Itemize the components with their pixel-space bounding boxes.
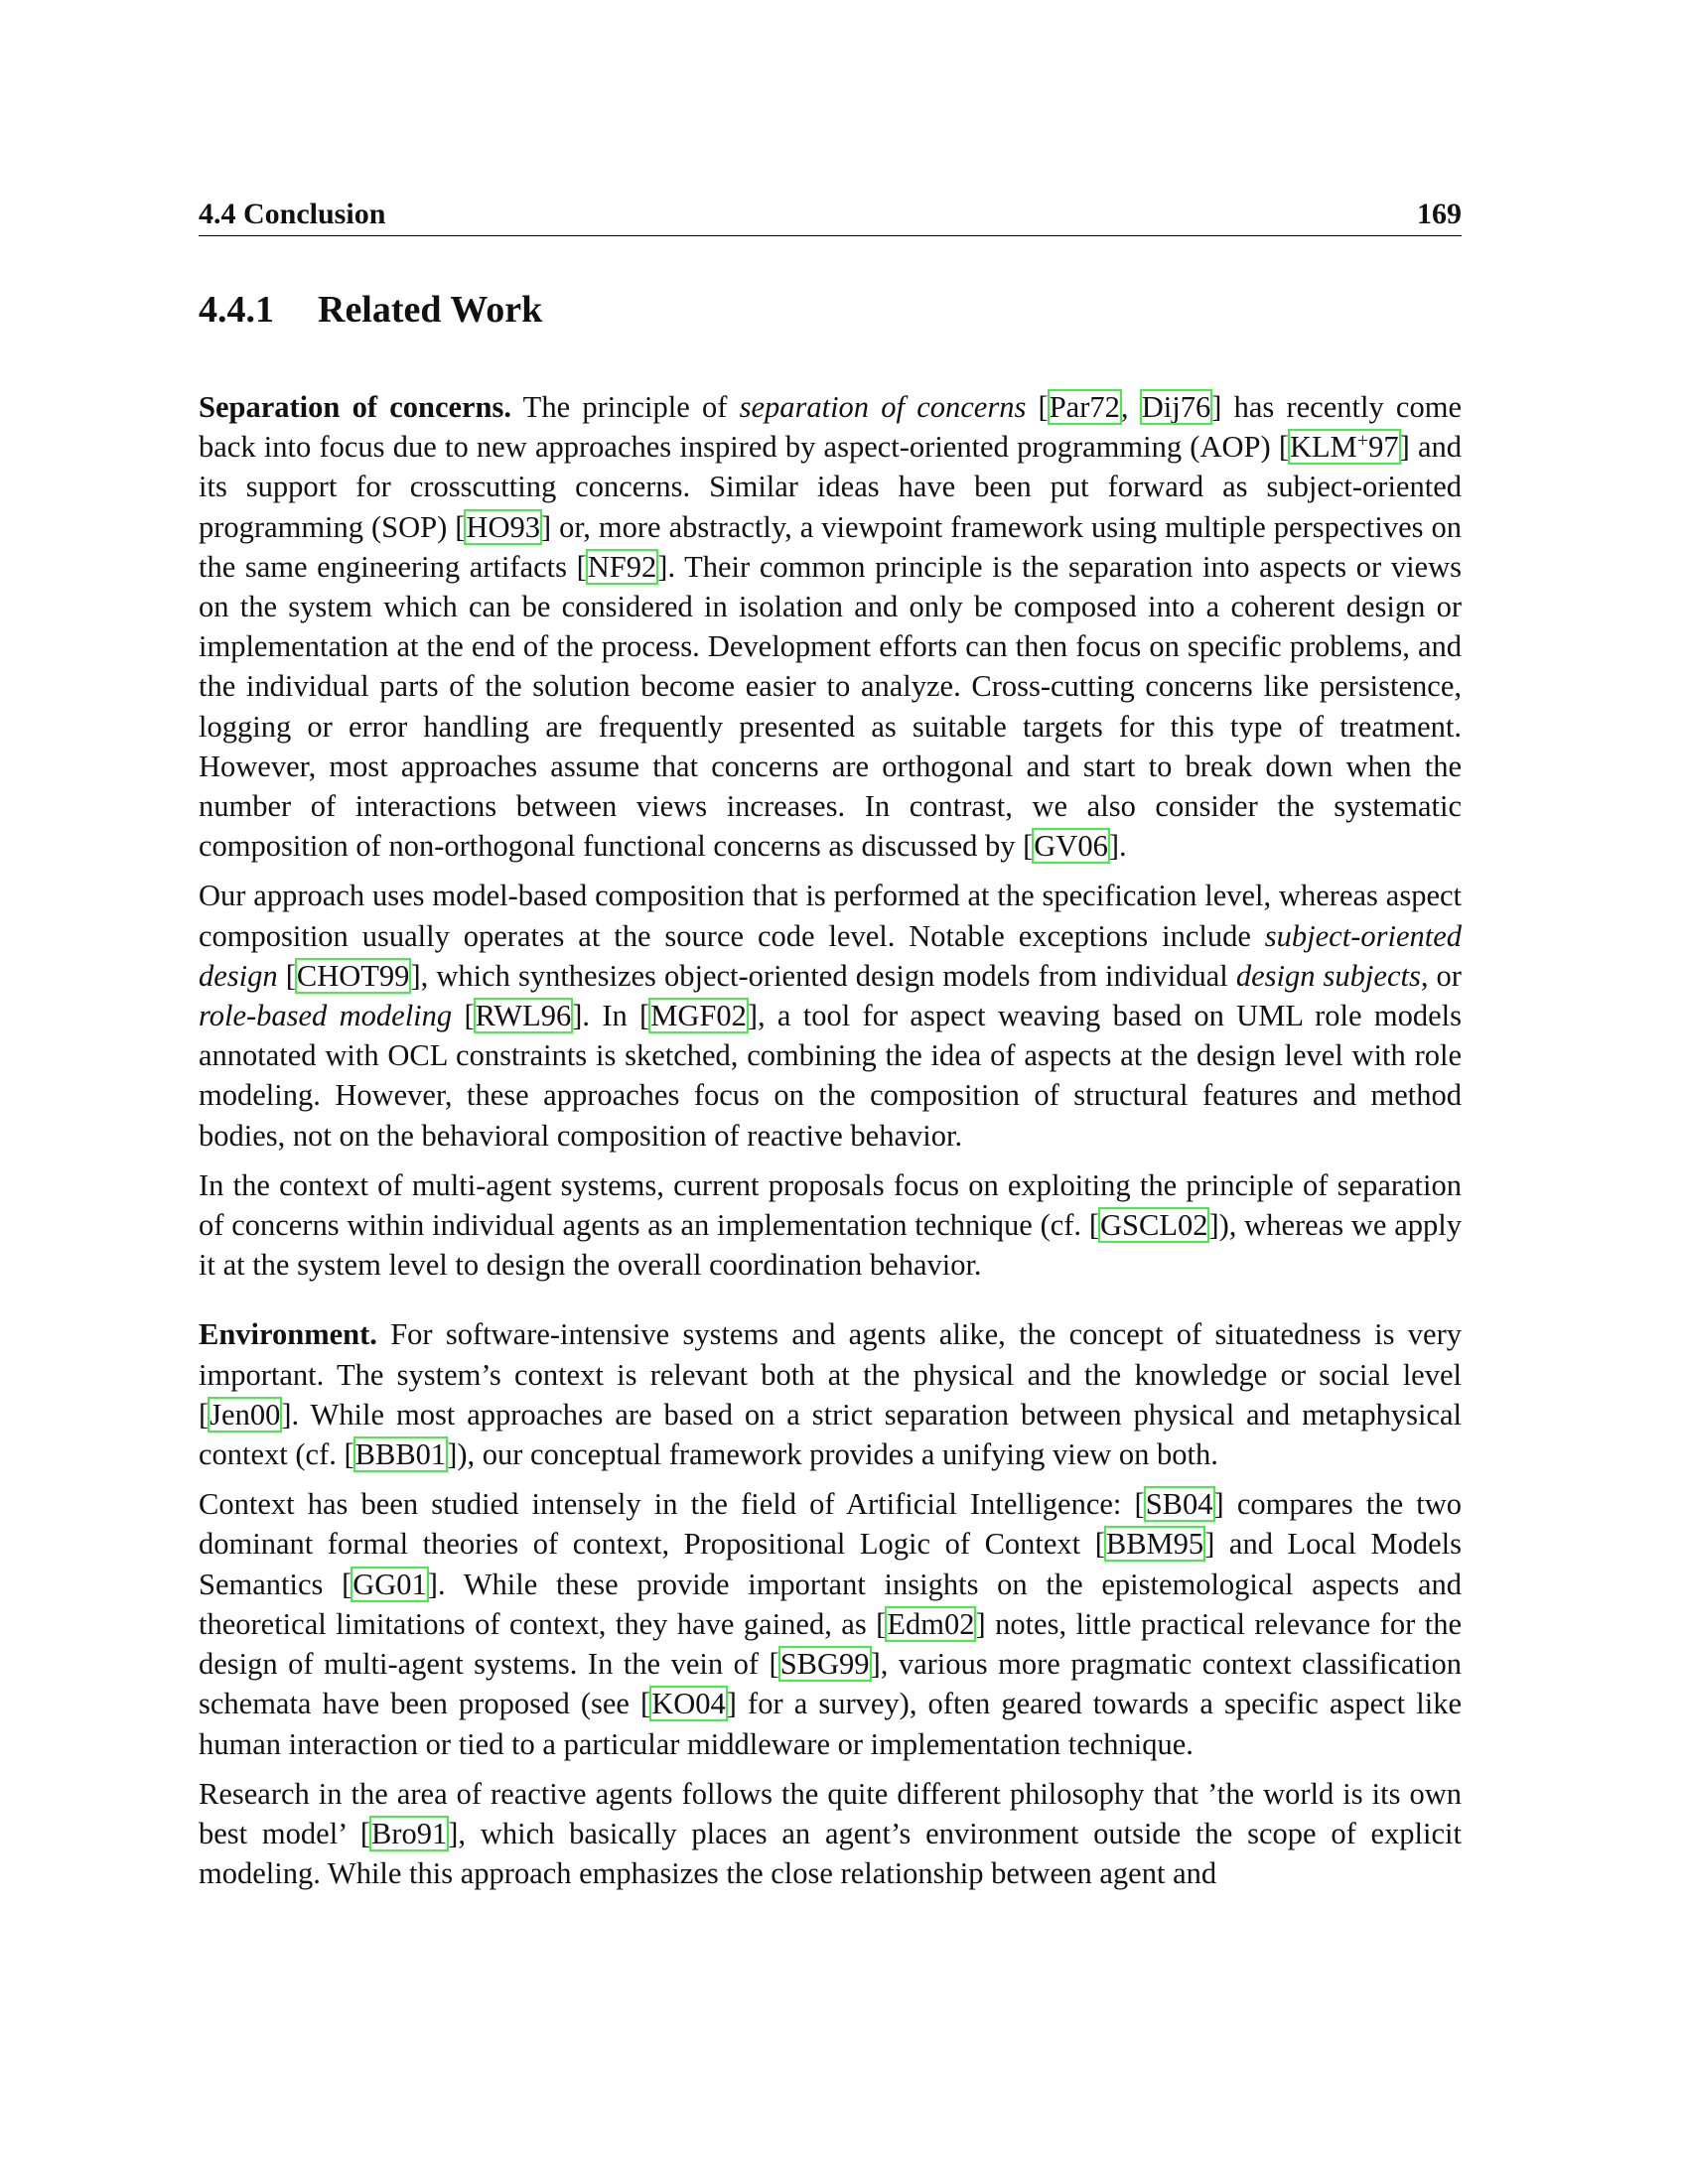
paragraph-run-in-heading: Environment. (199, 1317, 377, 1352)
text-run: ] and its support for crosscutting concerns. Similar ideas have been put forward as subject-oriented programming (SOP) [ (199, 430, 1462, 544)
citation-link[interactable] (296, 959, 411, 993)
citation-key: GG01 (352, 1567, 427, 1601)
text-run: ], which basically places an agent’s environment outside the scope of explicit modeling. While this approach emphasizes the close relationship between agent and (199, 1816, 1462, 1891)
header-section-title: 4.4 Conclusion (199, 198, 386, 230)
text-run: For software-intensive systems and agents alike, the concept of situatedness is very important. The system’s context is relevant both at the physical and the knowledge or social level [ (199, 1317, 1462, 1432)
citation-link[interactable] (649, 999, 748, 1032)
citation-link[interactable] (465, 510, 541, 544)
text-run: ], a tool for aspect weaving based on UML role models annotated with OCL constraints is sketched, combining the idea of aspects at the design level with role modeling. However, these approaches focus on the composition of structural features and method bodies, not on the behavioral composition of reactive behavior. (199, 999, 1462, 1153)
text-run: [ (452, 999, 475, 1033)
citation-link[interactable] (475, 999, 573, 1032)
section-title: Related Work (318, 289, 543, 331)
citation-key: GSCL02 (1099, 1208, 1208, 1243)
citation-key: HO93 (466, 509, 540, 544)
citation-key: KLM (1290, 430, 1357, 465)
italic-term: separation of concerns (739, 390, 1027, 424)
text-run: ] notes, little practical relevance for the design of multi-agent systems. In the vein of [ (199, 1606, 1462, 1682)
citation-key: Par72 (1049, 390, 1120, 424)
citation-link[interactable] (1105, 1527, 1204, 1561)
body-text (199, 387, 1462, 1903)
text-run: Research in the area of reactive agents follows the quite different philosophy that ’the world is its own best model’ [ (199, 1776, 1462, 1850)
section-heading (199, 287, 542, 333)
citation-key: NF92 (587, 549, 657, 584)
citation-key: BBB01 (354, 1437, 447, 1472)
section-number: 4.4.1 (199, 289, 274, 331)
paragraph (199, 387, 1462, 866)
citation-link[interactable] (1289, 430, 1400, 464)
citation-link[interactable] (779, 1647, 871, 1681)
text-run: ] or, more abstractly, a viewpoint framework using multiple perspectives on the same engineering artifacts [ (199, 509, 1462, 584)
citation-link[interactable] (1049, 390, 1121, 424)
italic-term: subject-oriented design (199, 918, 1462, 993)
text-run: , or (1420, 958, 1462, 993)
citation-link[interactable] (354, 1437, 448, 1471)
text-run: In the context of multi-agent systems, current proposals focus on exploiting the principle of separation of concerns within individual agents as an implementation technique (cf. [ (199, 1167, 1462, 1243)
citation-key: KO04 (651, 1687, 726, 1721)
text-run: Our approach uses model-based composition that is performed at the specification level, whereas aspect composition usually operates at the source code level. Notable exceptions include (199, 879, 1462, 953)
italic-term: role-based modeling (199, 999, 453, 1033)
text-run: ]. While these provide important insights on the epistemological aspects and theoretical limitations of context, they have gained, as [ (199, 1567, 1462, 1641)
paragraph-run-in-heading: Separation of concerns. (199, 390, 512, 424)
citation-link[interactable] (1033, 829, 1109, 863)
paragraph (199, 876, 1462, 1155)
text-run: ]. While most approaches are based on a strict separation between physical and metaphysical context (cf. [ (199, 1397, 1462, 1472)
citation-key: RWL96 (475, 999, 572, 1033)
citation-key: BBM95 (1105, 1527, 1204, 1562)
text-run: ] for a survey), often geared towards a specific aspect like human interaction or tied to a particular middleware or implementation technique. (199, 1687, 1463, 1761)
citation-key: Jen00 (210, 1397, 281, 1432)
citation-link[interactable] (886, 1607, 975, 1641)
paragraph (199, 1774, 1462, 1894)
citation-key: SBG99 (779, 1647, 870, 1682)
citation-link[interactable] (352, 1568, 428, 1601)
citation-link[interactable] (209, 1398, 281, 1432)
citation-key-suffix: 97 (1368, 430, 1399, 465)
citation-link[interactable] (370, 1817, 448, 1850)
citation-superscript: + (1356, 430, 1369, 453)
citation-link[interactable] (587, 550, 658, 584)
citation-key: Bro91 (371, 1816, 448, 1850)
paragraph (199, 1314, 1462, 1474)
citation-link[interactable] (1145, 1487, 1214, 1521)
text-run: ]. In [ (572, 999, 650, 1033)
text-run: ] compares the two dominant formal theories of context, Propositional Logic of Context [ (199, 1487, 1463, 1562)
citation-link[interactable] (1141, 390, 1211, 424)
italic-term: design subjects (1235, 958, 1421, 993)
citation-key: GV06 (1034, 829, 1108, 864)
text-run: ]. (1108, 829, 1127, 864)
text-run: ] and Local Models Semantics [ (199, 1527, 1462, 1601)
text-run: Context has been studied intensely in the field of Artificial Intelligence: [ (199, 1487, 1145, 1522)
text-run: ], which synthesizes object-oriented design models from individual (410, 958, 1236, 993)
text-run: ]), whereas we apply it at the system level to design the overall coordination behavior. (199, 1208, 1462, 1283)
citation-key: Edm02 (887, 1606, 975, 1641)
running-header (199, 195, 1462, 236)
text-run: [ (277, 958, 296, 993)
text-run: [ (1026, 390, 1049, 424)
text-run: ], various more pragmatic context classification schemata have been proposed (see [ (199, 1647, 1462, 1721)
paragraph (199, 1484, 1462, 1763)
citation-key: CHOT99 (296, 958, 410, 993)
text-run: ]), our conceptual framework provides a unifying view on both. (447, 1437, 1218, 1472)
paragraph (199, 1165, 1462, 1286)
citation-key: MGF02 (650, 999, 747, 1033)
citation-link[interactable] (650, 1687, 727, 1720)
page-number: 169 (1417, 198, 1462, 230)
citation-key: Dij76 (1141, 390, 1211, 424)
text-run: ] has recently come back into focus due to new approaches inspired by aspect-oriented programming (AOP) [ (199, 390, 1462, 465)
text-run: , (1120, 390, 1141, 424)
text-run: The principle of (511, 390, 740, 424)
citation-key: SB04 (1145, 1487, 1213, 1522)
citation-link[interactable] (1099, 1208, 1208, 1242)
text-run: ]. Their common principle is the separation into aspects or views on the system which can be considered in isolation and only be composed into a coherent design or implementation at the end of the process. Development efforts can then focus on specific problems, and the individual parts of the solution become easier to analyze. Cross-cutting concerns like persistence, logging or error handling are frequently presented as suitable targets for this type of treatment. However, most approaches assume that concerns are orthogonal and start to break down when the number of interactions between views increases. In contrast, we also consider the systematic composition of non-orthogonal functional concerns as discussed by [ (199, 549, 1462, 864)
